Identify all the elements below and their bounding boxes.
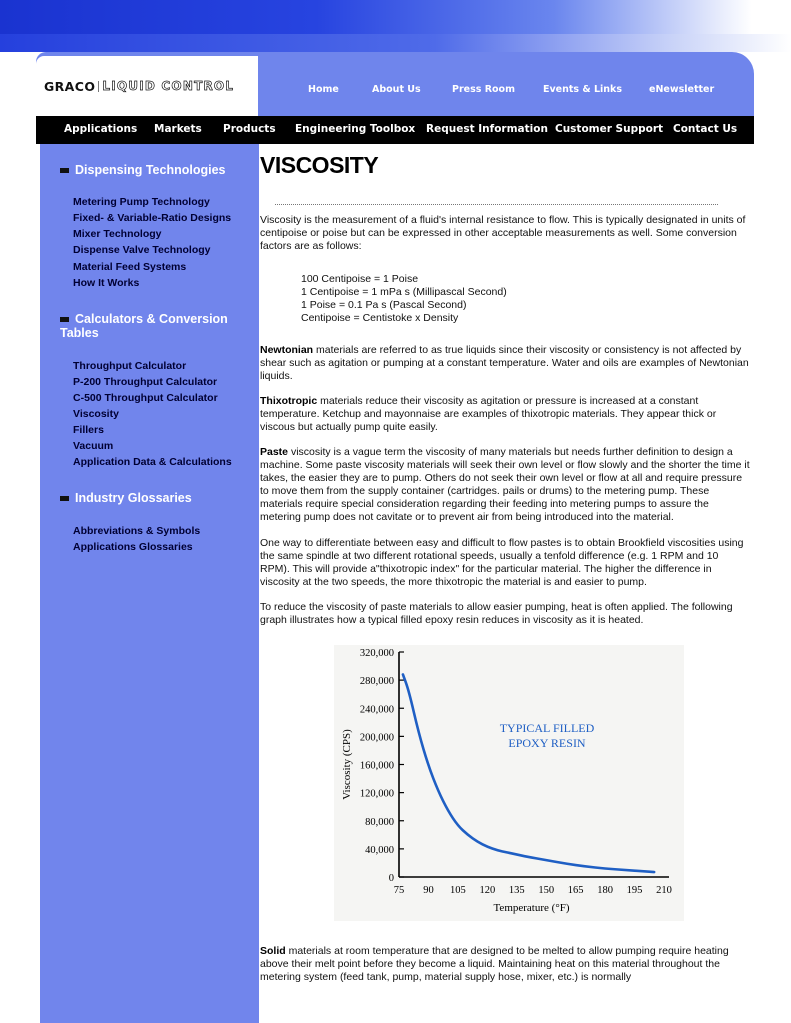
conversion-line: 1 Centipoise = 1 mPa s (Millipascal Second) (301, 286, 507, 298)
top-link-events-links[interactable]: Events & Links (543, 84, 623, 95)
heat-paragraph: To reduce the viscosity of paste materials to allow easier pumping, heat is often applied. The following graph illustrates how a typical filled epoxy resin reduces in viscosity as it is heated. (260, 601, 733, 626)
top-link-enewsletter[interactable]: eNewsletter (649, 84, 715, 95)
thixotropic-text: materials reduce their viscosity as agitation or pressure is increased at a constant temperature. Ketchup and mayonnaise are examples of thixotropic materials. They appear thick or viscous but actually pump quite easily. (260, 395, 717, 433)
x-axis-label: Temperature (°F) (493, 902, 570, 914)
sidebar-item-c500-throughput-calculator[interactable]: C-500 Throughput Calculator (73, 392, 218, 404)
y-tick-label: 80,000 (365, 816, 394, 828)
nav-contact-us[interactable]: Contact Us (673, 123, 738, 135)
top-link-about-us[interactable]: About Us (372, 84, 421, 95)
paste-paragraph (260, 446, 750, 524)
newtonian-term: Newtonian (260, 344, 314, 356)
chart-title: TYPICAL FILLED (499, 721, 595, 735)
nav-customer-support[interactable]: Customer Support (555, 123, 664, 135)
sidebar-section-title (60, 491, 260, 505)
sidebar-item-p200-throughput-calculator[interactable]: P-200 Throughput Calculator (73, 376, 218, 388)
sidebar-section-label: Calculators & Conversion Tables (60, 312, 228, 340)
intro-paragraph: Viscosity is the measurement of a fluid's internal resistance to flow. This is typically designated in units of centipoise or poise but can be expressed in other acceptable measurements as well. Some conversion factors are as follows: (260, 214, 746, 252)
y-tick-label: 240,000 (359, 704, 394, 716)
x-tick-label: 210 (656, 885, 672, 896)
logo-graco-text: GRACO (44, 78, 96, 94)
paste-text: viscosity is a vague term the viscosity of many materials but needs further definition to design a machine. Some paste viscosity materials will seek their own level or flow slowly and the shorter the time it takes, the easier they are to pump. Others do not seek their own level or flow at all and require pressure to move them from the supply container (cartridges. pails or drums) to the metering pump. These materials require special consideration regarding their feeding into metering pumps to assure the metering pump does not cavitate or to prevent air from being introduced into the material. (260, 446, 750, 523)
x-tick-label: 135 (508, 885, 525, 896)
y-tick-label: 320,000 (359, 648, 394, 659)
sidebar-item-abbreviations-symbols[interactable]: Abbreviations & Symbols (73, 525, 201, 537)
solid-paragraph (260, 945, 750, 984)
sidebar-item-fillers[interactable]: Fillers (73, 424, 104, 436)
x-tick-label: 165 (567, 885, 584, 896)
newtonian-text: materials are referred to as true liquids since their viscosity or consistency is not affected by shear such as agitation or pumping at a constant temperature. Water and oils are examples of Newtonian liquids. (260, 344, 749, 382)
chart-series-line (403, 675, 654, 873)
top-link-home[interactable]: Home (308, 84, 339, 95)
thixotropic-paragraph (260, 395, 750, 434)
y-tick-label: 120,000 (359, 788, 394, 800)
x-tick-label: 120 (479, 885, 496, 896)
conversion-line: 1 Poise = 0.1 Pa s (Pascal Second) (301, 299, 467, 311)
sidebar-item-mixer-technology[interactable]: Mixer Technology (73, 228, 162, 240)
sidebar-item-throughput-calculator[interactable]: Throughput Calculator (73, 360, 187, 372)
y-tick-label: 280,000 (359, 676, 394, 688)
bullet-icon (60, 496, 69, 501)
solid-text: materials at room temperature that are designed to be melted to allow pumping require heating above their melt point before they become a liquid. Maintaining heat on this material throughout the metering system (feed tank, pump, material supply hose, mixer, etc.) is normally (260, 945, 729, 983)
y-tick-label: 200,000 (359, 732, 394, 744)
sidebar-item-vacuum[interactable]: Vacuum (73, 440, 114, 452)
dotted-separator (275, 204, 718, 205)
bullet-icon (60, 168, 69, 173)
logo-liquid-control-text: LIQUID CONTROL (102, 79, 235, 93)
sidebar-section-title (60, 312, 260, 340)
nav-applications[interactable]: Applications (64, 123, 138, 135)
y-tick-label: 40,000 (365, 844, 394, 856)
sidebar-item-how-it-works[interactable]: How It Works (73, 277, 140, 289)
nav-products[interactable]: Products (223, 123, 276, 135)
chart-title: EPOXY RESIN (508, 736, 586, 750)
conversion-line: 100 Centipoise = 1 Poise (301, 273, 419, 285)
x-tick-label: 75 (393, 885, 405, 896)
sidebar-section-label: Industry Glossaries (75, 491, 192, 505)
sidebar-item-ratio-designs[interactable]: Fixed- & Variable-Ratio Designs (73, 212, 232, 224)
differentiate-paragraph: One way to differentiate between easy and difficult to flow pastes is to obtain Brookfield viscosities using the same spindle at two different rotational speeds, usually a tenfold difference (e.g. 1 RPM and 10 RPM). This will provide a"thixotropic index" for the particular material. The higher the difference in viscosity at the two speeds, the more thixotropic the material is and easier to pump. (260, 537, 744, 588)
solid-term: Solid (260, 945, 286, 957)
y-tick-label: 0 (388, 873, 394, 884)
x-tick-label: 90 (423, 885, 434, 896)
nav-engineering-toolbox[interactable]: Engineering Toolbox (295, 123, 416, 135)
x-tick-label: 195 (626, 885, 643, 896)
x-tick-label: 180 (597, 885, 613, 896)
page-title: VISCOSITY (260, 152, 379, 178)
nav-markets[interactable]: Markets (154, 123, 202, 135)
sidebar-item-material-feed-systems[interactable]: Material Feed Systems (73, 261, 187, 273)
sidebar-item-dispense-valve-technology[interactable]: Dispense Valve Technology (73, 244, 211, 256)
sidebar-item-viscosity[interactable]: Viscosity (73, 408, 119, 420)
thixotropic-term: Thixotropic (260, 395, 318, 407)
nav-request-information[interactable]: Request Information (426, 123, 548, 135)
newtonian-paragraph (260, 344, 750, 383)
y-tick-label: 160,000 (359, 760, 394, 772)
header-stripe (0, 34, 791, 52)
bullet-icon (60, 317, 69, 322)
graco-logo[interactable] (36, 56, 258, 116)
x-tick-label: 150 (538, 885, 555, 896)
sidebar-section-title (60, 163, 260, 177)
sidebar (40, 144, 259, 1023)
sidebar-item-applications-glossaries[interactable]: Applications Glossaries (73, 541, 193, 553)
viscosity-chart-svg (334, 645, 684, 921)
viscosity-chart (334, 645, 684, 921)
paste-term: Paste (260, 446, 289, 458)
logo-separator (98, 81, 99, 92)
sidebar-section-label: Dispensing Technologies (75, 163, 226, 177)
x-tick-label: 105 (450, 885, 466, 896)
sidebar-item-application-data[interactable]: Application Data & Calculations (73, 456, 232, 468)
conversion-line: Centipoise = Centistoke x Density (301, 312, 459, 324)
top-link-press-room[interactable]: Press Room (452, 84, 515, 95)
sidebar-item-metering-pump-technology[interactable]: Metering Pump Technology (73, 196, 210, 208)
y-axis-label: Viscosity (CPS) (341, 729, 353, 800)
